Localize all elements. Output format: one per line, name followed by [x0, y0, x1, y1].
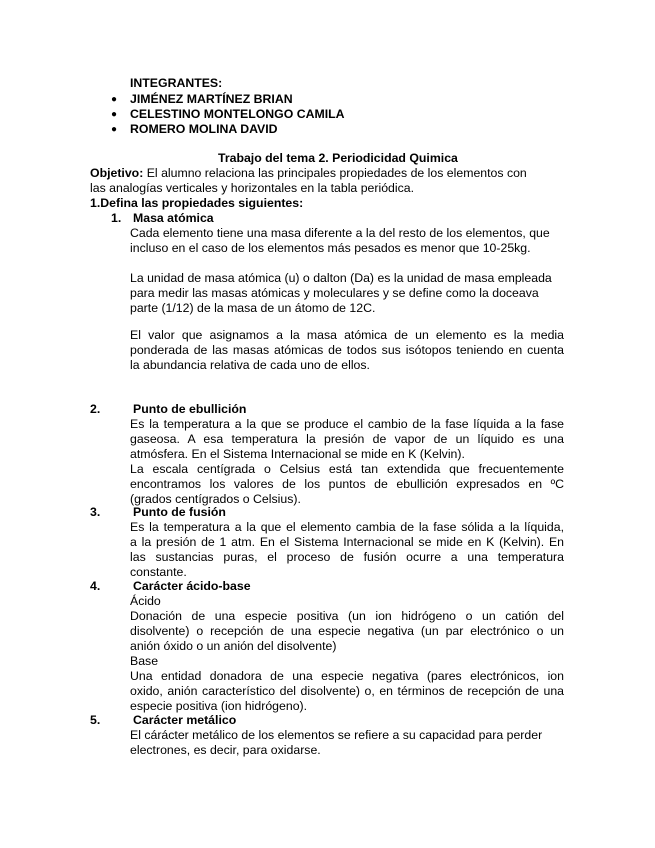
objective-line: [90, 166, 527, 181]
paragraph-line: El valor que asignamos a la masa atómica de un elemento es la media: [130, 328, 564, 342]
paragraph-line: Una entidad donadora de una especie negativa (pares electrónicos, ion: [130, 669, 564, 683]
member-name: JIMÉNEZ MARTÍNEZ BRIAN: [130, 92, 293, 106]
paragraph-line: La escala centígrada o Celsius está tan extendida que frecuentemente: [130, 462, 564, 476]
paragraph-line: electrones, es decir, para oxidarse.: [130, 743, 321, 757]
objective-text: El alumno relaciona las principales propiedades de los elementos con: [143, 166, 527, 180]
section-title: Punto de ebullición: [133, 402, 247, 416]
member-name: ROMERO MOLINA DAVID: [130, 122, 278, 136]
paragraph-line: gaseosa. A esa temperatura la presión de vapor de un líquido es una: [130, 432, 564, 446]
section-number: 4.: [90, 579, 101, 593]
paragraph-line: El cárácter metálico de los elementos se refiere a su capacidad para perder: [130, 728, 543, 742]
section-title: Punto de fusión: [133, 505, 226, 519]
section-title: Masa atómica: [133, 211, 214, 225]
paragraph-line: La unidad de masa atómica (u) o dalton (Da) es la unidad de masa empleada: [130, 271, 552, 285]
member-name: CELESTINO MONTELONGO CAMILA: [130, 107, 345, 121]
paragraph-line: las sustancias puras, el proceso de fusión ocurre a una temperatura: [130, 550, 564, 564]
bullet-icon: ●: [111, 94, 118, 105]
integrantes-title: INTEGRANTES:: [130, 76, 223, 90]
paragraph-line: parte (1/12) de la masa de un átomo de 12C.: [130, 301, 376, 315]
paragraph-line: Cada elemento tiene una masa diferente a la del resto de los elementos, que: [130, 226, 550, 240]
paragraph-line: ponderada de las masas atómicas de todos sus isótopos teniendo en cuenta: [130, 343, 564, 357]
document-title: Trabajo del tema 2. Periodicidad Quimica: [218, 151, 458, 165]
section-title: Carácter metálico: [133, 713, 237, 727]
section-number: 5.: [90, 713, 101, 727]
bullet-icon: ●: [111, 124, 118, 135]
paragraph-line: a la presión de 1 atm. En el Sistema Internacional se mide en K (Kelvin). En: [130, 535, 564, 549]
bullet-icon: ●: [111, 109, 118, 120]
subheading-acid: Ácido: [130, 594, 161, 608]
paragraph-line: anión óxido o un anión del disolvente): [130, 639, 337, 653]
paragraph-line: atmósfera. En el Sistema Internacional se mide en K (Kelvin).: [130, 447, 465, 461]
paragraph-line: Es la temperatura a la que se produce el cambio de la fase líquida a la fase: [130, 417, 564, 431]
paragraph-line: la abundancia relativa de cada uno de ellos.: [130, 358, 370, 372]
section-number: 3.: [90, 505, 101, 519]
paragraph-line: (grados centígrados o Celsius).: [130, 492, 301, 506]
paragraph-line: disolvente) o recepción de una especie negativa (un par electrónico o un: [130, 624, 564, 638]
paragraph-line: Donación de una especie positiva (un ion hidrógeno o un catión del: [130, 609, 564, 623]
paragraph-line: para medir las masas atómicas y moleculares y se define como la doceava: [130, 286, 539, 300]
paragraph-line: incluso en el caso de los elementos más pesados es menor que 10-25kg.: [130, 241, 531, 255]
task-heading: 1.Defina las propiedades siguientes:: [90, 196, 304, 210]
paragraph-line: oxido, anión característico del disolvente) o, en términos de recepción de una: [130, 684, 564, 698]
subheading-base: Base: [130, 654, 159, 668]
section-number: 2.: [90, 402, 101, 416]
paragraph-line: constante.: [130, 565, 187, 579]
paragraph-line: especie positiva (ion hidrógeno).: [130, 699, 308, 713]
paragraph-line: Es la temperatura a la que el elemento cambia de la fase sólida a la líquida,: [130, 520, 564, 534]
section-title: Carácter ácido-base: [133, 579, 251, 593]
objective-label: Objetivo:: [90, 166, 144, 180]
objective-line-2: las analogías verticales y horizontales en la tabla periódica.: [90, 181, 415, 195]
section-number: 1.: [111, 211, 122, 225]
paragraph-line: encontramos los valores de los puntos de ebullición expresados en ºC: [130, 477, 564, 491]
